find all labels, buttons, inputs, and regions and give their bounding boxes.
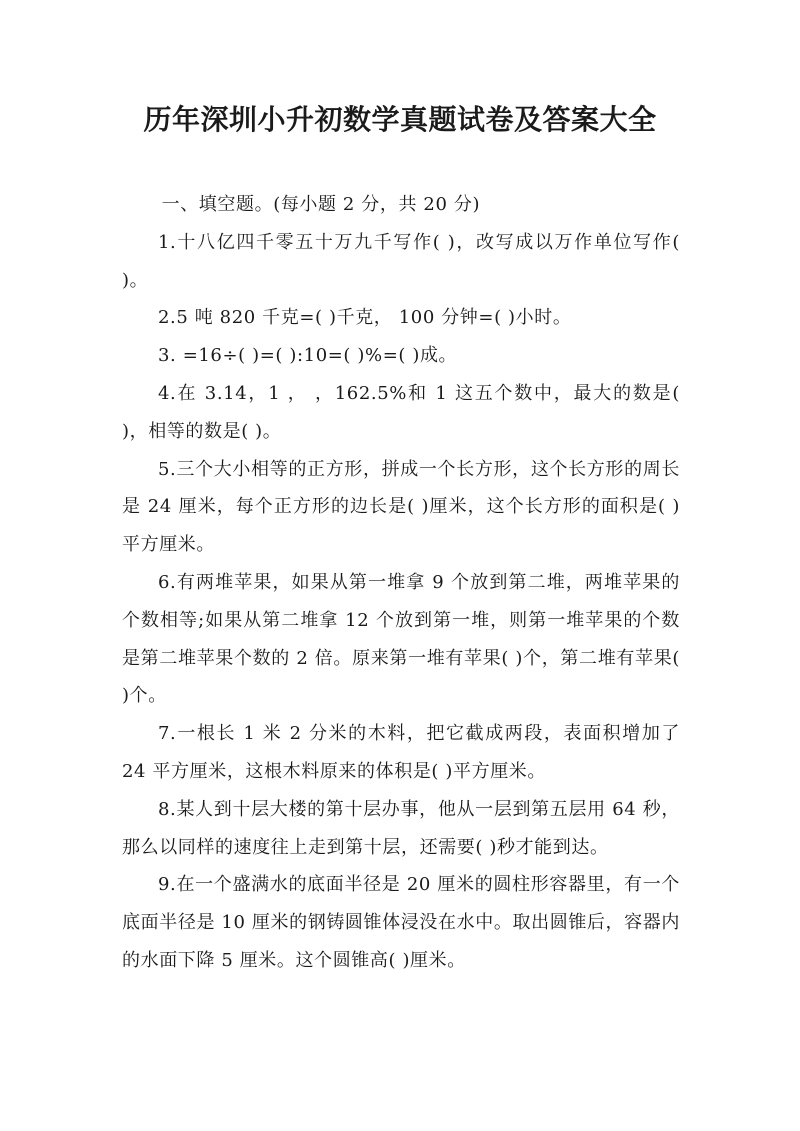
question-4: 4.在 3.14，1 ， ，162.5%和 1 这五个数中，最大的数是( )，相等的数是( )。	[122, 382, 680, 442]
question-8: 8.某人到十层大楼的第十层办事，他从一层到第五层用 64 秒，那么以同样的速度往上走到第十层，还需要( )秒才能到达。	[122, 798, 680, 858]
question-9: 9.在一个盛满水的底面半径是 20 厘米的圆柱形容器里，有一个底面半径是 10 厘米的钢铸圆锥体浸没在水中。取出圆锥后，容器内的水面下降 5 厘米。这个圆锥高( )厘米。	[122, 874, 680, 971]
section-heading: 一、填空题。(每小题 2 分，共 20 分)	[161, 194, 481, 215]
document-body	[122, 186, 680, 980]
document-title: 历年深圳小升初数学真题试卷及答案大全	[143, 103, 657, 136]
question-1: 1.十八亿四千零五十万九千写作( )，改写成以万作单位写作( )。	[122, 231, 680, 291]
question-5: 5.三个大小相等的正方形，拼成一个长方形，这个长方形的周长是 24 厘米，每个正方形的边长是( )厘米，这个长方形的面积是( )平方厘米。	[122, 458, 680, 556]
question-6: 6.有两堆苹果，如果从第一堆拿 9 个放到第二堆，两堆苹果的个数相等;如果从第二堆拿 12 个放到第一堆，则第一堆苹果的个数是第二堆苹果个数的 2 倍。原来第一堆有苹果( )个，第二堆有苹果( )个。	[122, 571, 680, 707]
question-7: 7.一根长 1 米 2 分米的木料，把它截成两段，表面积增加了 24 平方厘米，这根木料原来的体积是( )平方厘米。	[122, 723, 680, 782]
question-2: 2.5 吨 820 千克=( )千克， 100 分钟=( )小时。	[158, 307, 572, 329]
question-3: 3. =16÷( )=( ):10=( )%=( )成。	[158, 345, 458, 367]
